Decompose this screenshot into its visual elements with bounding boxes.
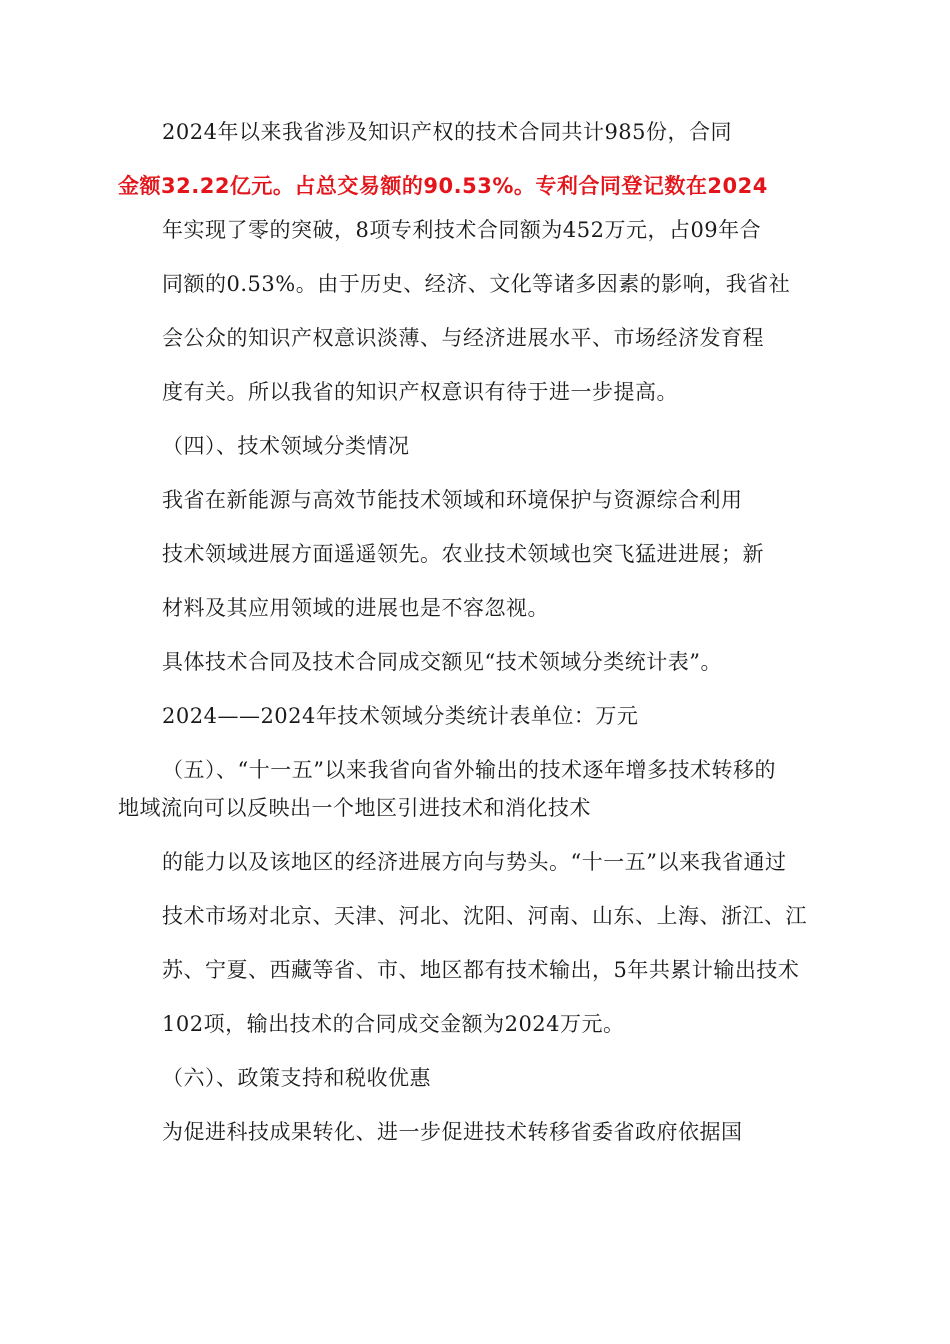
paragraph-line-6: 度有关。所以我省的知识产权意识有待于进一步提高。 [162,380,678,404]
paragraph-line-14: 地域流向可以反映出一个地区引进技术和消化技术 [118,796,591,820]
paragraph-line-18: 102项，输出技术的合同成交金额为2024万元。 [162,1012,625,1036]
paragraph-line-5: 会公众的知识产权意识淡薄、与经济进展水平、市场经济发育程 [162,326,764,350]
paragraph-line-3: 年实现了零的突破，8项专利技术合同额为452万元，占09年合 [162,218,762,242]
section-heading-6: （六）、政策支持和税收优惠 [162,1066,431,1090]
paragraph-line-1: 2024年以来我省涉及知识产权的技术合同共计985份，合同 [162,120,733,144]
paragraph-line-9: 技术领域进展方面遥遥领先。农业技术领域也突飞猛进进展；新 [162,542,764,566]
paragraph-line-17: 苏、宁夏、西藏等省、市、地区都有技术输出，5年共累计输出技术 [162,958,800,982]
paragraph-line-15: 的能力以及该地区的经济进展方向与势头。“十一五”以来我省通过 [162,850,787,874]
paragraph-line-16: 技术市场对北京、天津、河北、沈阳、河南、山东、上海、浙江、江 [162,904,807,928]
section-heading-4: （四）、技术领域分类情况 [162,434,410,458]
paragraph-line-8: 我省在新能源与高效节能技术领域和环境保护与资源综合利用 [162,488,743,512]
paragraph-line-20: 为促进科技成果转化、进一步促进技术转移省委省政府依据国 [162,1120,743,1144]
paragraph-line-11: 具体技术合同及技术合同成交额见“技术领域分类统计表”。 [162,650,722,674]
table-caption: 2024——2024年技术领域分类统计表单位：万元 [162,704,639,728]
paragraph-line-10: 材料及其应用领域的进展也是不容忽视。 [162,596,549,620]
section-heading-5: （五）、“十一五”以来我省向省外输出的技术逐年增多技术转移的 [162,758,776,782]
highlighted-line: 金额32.22亿元。占总交易额的90.53%。专利合同登记数在2024 [118,174,768,198]
paragraph-line-4: 同额的0.53%。由于历史、经济、文化等诸多因素的影响，我省社 [162,272,791,296]
